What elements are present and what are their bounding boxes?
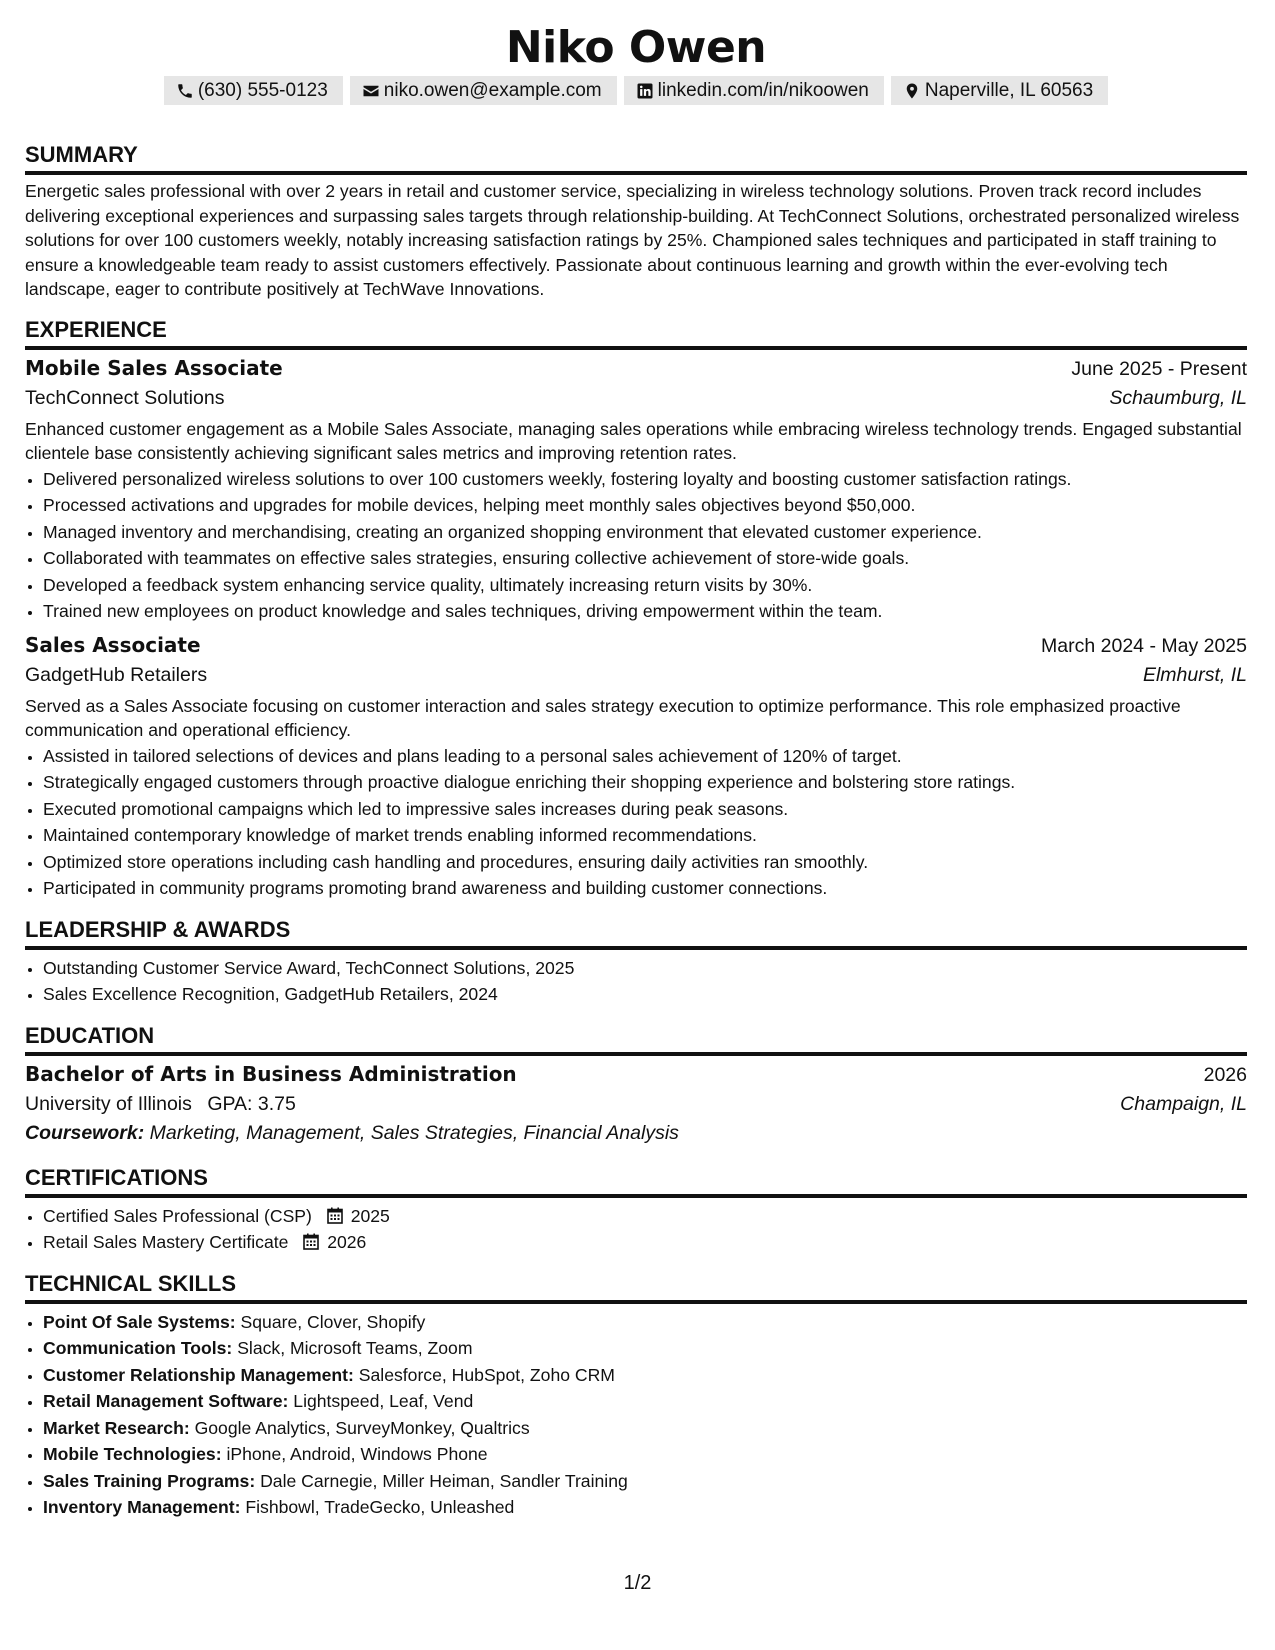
job-dates: June 2025 - Present [1071,357,1247,380]
list-item [43,1309,1247,1336]
section-title-summary: SUMMARY [25,142,1247,175]
job-company: TechConnect Solutions [25,386,225,409]
job-title: Mobile Sales Associate [25,355,283,380]
skill-category: Communication Tools: [43,1338,233,1358]
skill-values: Google Analytics, SurveyMonkey, Qualtrics [194,1417,530,1438]
list-item: • Trained new employees on product knowledge and sales techniques, driving empowerment within the team. [43,598,1247,625]
list-item [43,1388,1247,1415]
calendar-icon [327,1207,343,1224]
job-description: Served as a Sales Associate focusing on customer interaction and sales strategy execution to optimize performance. This role emphasized proactive communication and operational efficiency. [25,695,1181,740]
section-title-leadership: LEADERSHIP & AWARDS [25,917,1247,950]
coursework-label: Coursework: [25,1121,145,1144]
skills-section [25,1271,1247,1521]
job-entry [25,356,1247,625]
degree-title: Bachelor of Arts in Business Administration [25,1061,517,1086]
calendar-icon [303,1233,319,1250]
list-item [43,1494,1247,1521]
awards-list [25,955,1247,1008]
skills-list [25,1309,1247,1521]
section-title-certifications: CERTIFICATIONS [25,1165,1247,1198]
list-item: • Processed activations and upgrades for mobile devices, helping meet monthly sales objectives beyond $50,000. [43,492,1247,519]
list-item: • Maintained contemporary knowledge of market trends enabling informed recommendations. [43,822,1247,849]
list-item [43,1335,1247,1362]
contact-linkedin[interactable] [624,76,884,105]
skill-values: Dale Carnegie, Miller Heiman, Sandler Training [260,1470,628,1491]
gpa: GPA: 3.75 [207,1092,296,1115]
skill-values: Square, Clover, Shopify [240,1311,426,1332]
phone-icon [176,82,194,100]
skill-category: Inventory Management: [43,1497,241,1517]
envelope-icon [362,82,380,100]
skill-values: Slack, Microsoft Teams, Zoom [237,1338,473,1358]
job-company: GadgetHub Retailers [25,663,208,686]
contact-linkedin-text: linkedin.com/in/nikoowen [657,79,869,101]
list-item: • Delivered personalized wireless solutions to over 100 customers weekly, fostering loyalty and boosting customer satisfaction ratings. [43,466,1247,493]
contact-phone[interactable] [164,76,343,105]
linkedin-icon [636,82,654,100]
skill-values: iPhone, Android, Windows Phone [226,1444,488,1464]
list-item [43,1203,1247,1230]
school-location: Champaign, IL [1120,1092,1247,1115]
contact-location-text: Naperville, IL 60563 [924,79,1094,101]
job-description: Enhanced customer engagement as a Mobile Sales Associate, managing sales operations while embracing wireless technology trends. Engaged substantial clientele base consistently achieving significant sales metrics and improving retention rates. [25,418,1242,463]
list-item: • Collaborated with teammates on effective sales strategies, ensuring collective achievement of store-wide goals. [43,545,1247,572]
certifications-section [25,1165,1247,1256]
section-title-experience: EXPERIENCE [25,317,1247,350]
job-title: Sales Associate [25,632,201,657]
contact-email-text: niko.owen@example.com [383,79,602,101]
job-dates: March 2024 - May 2025 [1041,634,1247,657]
list-item [43,1415,1247,1442]
education-section [25,1023,1247,1145]
list-item [43,1229,1247,1256]
experience-section [25,317,1247,902]
skill-category: Mobile Technologies: [43,1444,222,1464]
certification-name: Retail Sales Mastery Certificate [43,1232,289,1252]
school-name: University of Illinois [25,1092,192,1115]
job-location: Schaumburg, IL [1109,386,1247,409]
map-marker-icon [903,82,921,100]
section-title-education: EDUCATION [25,1023,1247,1056]
list-item: • Optimized store operations including cash handling and procedures, ensuring daily activities ran smoothly. [43,849,1247,876]
certification-name: Certified Sales Professional (CSP) [43,1205,312,1226]
job-entry [25,633,1247,902]
list-item: • Executed promotional campaigns which led to impressive sales increases during peak seasons. [43,796,1247,823]
summary-text: Energetic sales professional with over 2 years in retail and customer service, specializing in wireless technology solutions. Proven track record includes delivering exceptional experiences and surpassing sales targets through relationship-building. At TechConnect Solutions, orchestrated personalized wireless solutions for over 100 customers weekly, notably increasing satisfaction ratings by 25%. Championed sales techniques and participated in staff training to ensure a knowledgeable team ready to assist customers effectively. Passionate about continuous learning and growth within the ever-evolving tech landscape, eager to contribute positively at TechWave Innovations. [25,181,1240,299]
list-item [43,1362,1247,1389]
section-title-skills: TECHNICAL SKILLS [25,1271,1247,1304]
contact-email[interactable] [350,76,617,105]
job-location: Elmhurst, IL [1142,663,1247,686]
contact-bar [25,76,1247,105]
list-item: • Assisted in tailored selections of devices and plans leading to a personal sales achievement of 120% of target. [43,743,1247,770]
job-bullets [25,743,1247,902]
certification-year: 2026 [327,1232,367,1252]
summary-section [25,142,1247,302]
list-item [43,1468,1247,1495]
list-item: • Strategically engaged customers through proactive dialogue enriching their shopping experience and bolstering store ratings. [43,769,1247,796]
list-item: • Participated in community programs promoting brand awareness and building customer connections. [43,875,1247,902]
graduation-year: 2026 [1203,1063,1247,1086]
list-item: • Sales Excellence Recognition, GadgetHub Retailers, 2024 [43,981,1247,1008]
skill-category: Market Research: [43,1417,190,1438]
skill-values: Lightspeed, Leaf, Vend [293,1391,474,1411]
skill-category: Sales Training Programs: [43,1470,256,1491]
leadership-section [25,917,1247,1008]
coursework [25,1122,1247,1145]
contact-phone-text: (630) 555-0123 [197,79,328,101]
certifications-list [25,1203,1247,1256]
skill-category: Point Of Sale Systems: [43,1311,236,1332]
page-number: 1/2 [623,1572,652,1594]
list-item [43,1441,1247,1468]
candidate-name: Niko Owen [505,22,767,73]
job-bullets [25,466,1247,625]
contact-location [891,76,1108,105]
coursework-list: Marketing, Management, Sales Strategies, Financial Analysis [149,1121,679,1144]
list-item: • Outstanding Customer Service Award, TechConnect Solutions, 2025 [43,955,1247,982]
skill-category: Retail Management Software: [43,1391,289,1411]
skill-values: Fishbowl, TradeGecko, Unleashed [245,1497,515,1517]
certification-year: 2025 [350,1205,390,1226]
skill-values: Salesforce, HubSpot, Zoho CRM [358,1364,615,1385]
list-item: • Managed inventory and merchandising, creating an organized shopping environment that elevated customer experience. [43,519,1247,546]
list-item: • Developed a feedback system enhancing service quality, ultimately increasing return visits by 30%. [43,572,1247,599]
skill-category: Customer Relationship Management: [43,1364,354,1385]
resume-page [25,20,1247,1521]
